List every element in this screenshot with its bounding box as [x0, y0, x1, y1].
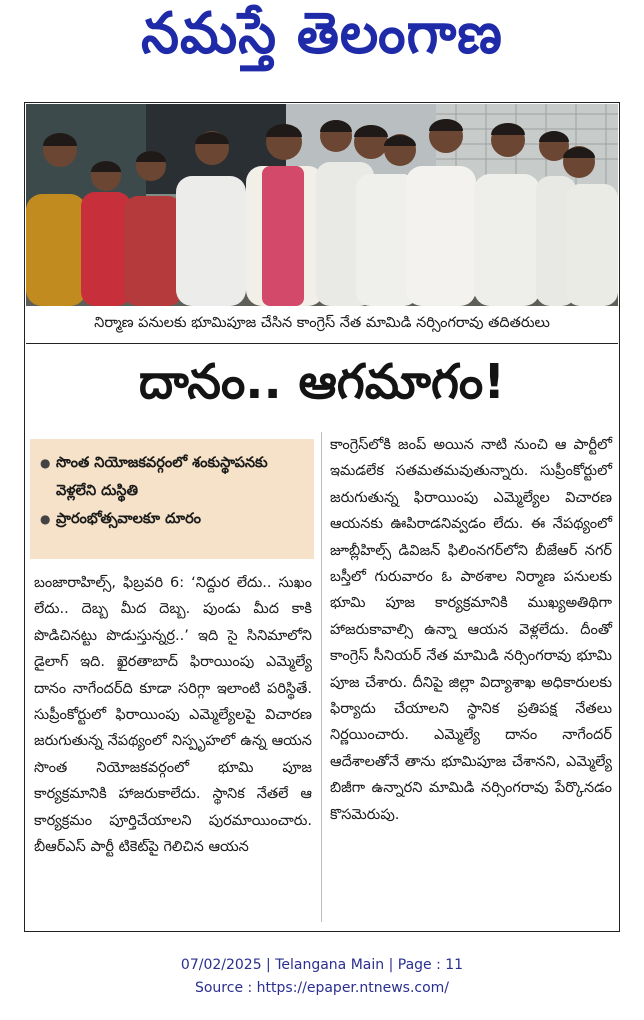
highlight-text: సొంత నియోజకవర్గంలో శంకుస్థాపనకు వెళ్లలేని దుస్థితి [56, 455, 268, 499]
news-photo [26, 104, 618, 306]
article-paragraph: కాంగ్రెస్‌లోకి జంప్ అయిన నాటి నుంచి ఆ పార్టీలో ఇమడలేక సతమతమవుతున్నారు. సుప్రీంకోర్టులో జరుగుతున్న ఫిరాయింపు ఎమ్మెల్యేల విచారణ ఆయనకు ఊపిరాడనివ్వడం లేదు. ఈ నేపథ్యంలో జూబ్లీహిల్స్ డివిజన్ ఫిలింనగర్‌లోని బీజేఆర్ నగర్ బస్తీలో గురువారం ఓ పాఠశాల నిర్మాణ పనులకు భూమి పూజ కార్యక్రమానికి ముఖ్యఅతిథిగా హాజరుకావాల్సి ఉన్నా ఆయన వెళ్లలేదు. దీంతో కాంగ్రెస్ సీనియర్ నేత మామిడి నర్సింగరావు భూమి పూజ చేశారు. దీనిపై జిల్లా విద్యాశాఖ అధికారులకు ఫిర్యాదు చేయాలని స్థానిక ప్రతిపక్ష నేతలు నిర్ణయించారు. ఎమ్మెల్యే దానం నాగేందర్ ఆదేశాలతోనే తాను భూమిపూజ చేశానని, ఎమ్మెల్యే బిజీగా ఉన్నారని మామిడి నర్సింగరావు పేర్కొనడం కొసమెరుపు. [330, 437, 612, 823]
article-column-left [34, 570, 312, 860]
group-photo-image [26, 104, 618, 306]
masthead-title: నమస్తే తెలంగాణ [141, 0, 503, 66]
footer-dateline: 07/02/2025 | Telangana Main | Page : 11 [180, 957, 464, 973]
column-divider [321, 432, 322, 922]
highlight-item [40, 449, 306, 505]
highlight-item [40, 505, 306, 533]
article-column-right [330, 432, 612, 828]
highlights-box [30, 439, 314, 559]
newspaper-masthead [0, 0, 644, 80]
highlight-text: ప్రారంభోత్సవాలకూ దూరం [56, 511, 202, 527]
bullet-icon: ● [40, 512, 51, 526]
article-paragraph: బంజారాహిల్స్, ఫిబ్రవరి 6: ‘నిద్దుర లేదు.. సుఖం లేదు.. దెబ్బ మీద దెబ్బ. పుండు మీద కాకి పొడిచినట్టు పొడుస్తున్నర్ర..’ ఇది సై సినిమాలోని డైలాగ్ ఇది. ఖైరతాబాద్ ఫిరాయింపు ఎమ్మెల్యే దానం నాగేందర్‌ది కూడా సరిగ్గా ఇలాంటి పరిస్థితే. సుప్రీంకోర్టులో ఫిరాయింపు ఎమ్మెల్యేలపై విచారణ జరుగుతున్న నేపథ్యంలో నిస్పృహలో ఉన్న ఆయన సొంత నియోజకవర్గంలో భూమి పూజ కార్యక్రమానికి హాజరుకాలేదు. స్థానిక నేతలే ఆ కార్యక్రమం పూర్తిచేయాలని పురమాయించారు. బీఆర్‌ఎస్ పార్టీ టికెట్‌పై గెలిచిన ఆయన [34, 575, 312, 856]
footer-source: Source : https://epaper.ntnews.com/ [194, 980, 450, 996]
article-headline: దానం.. ఆగమాగం! [138, 354, 506, 410]
bullet-icon: ● [40, 456, 51, 470]
photo-caption: నిర్మాణ పనులకు భూమిపూజ చేసిన కాంగ్రెస్ నేత మామిడి నర్సింగరావు తదితరులు [26, 307, 618, 344]
page-footer [0, 954, 644, 1000]
